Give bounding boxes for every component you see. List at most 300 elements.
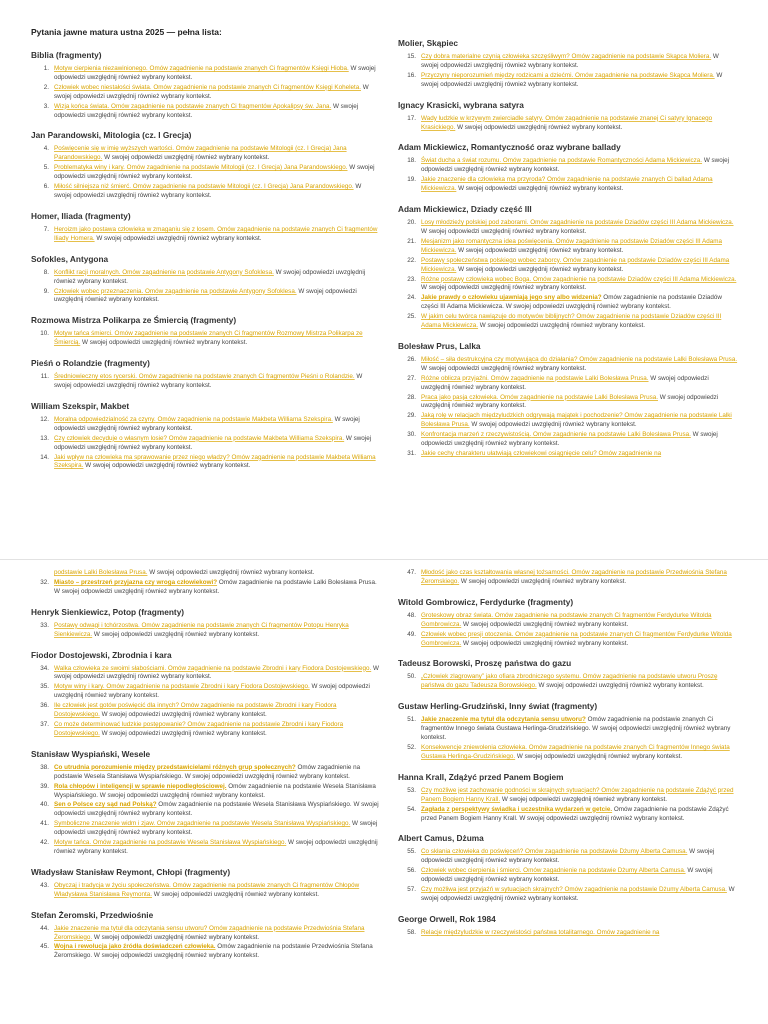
question-list xyxy=(398,716,738,762)
question-item xyxy=(31,820,379,838)
question-body xyxy=(54,435,379,453)
question-item xyxy=(398,716,738,743)
context-note: W swojej odpowiedzi uwzględnij również wybrany kontekst. xyxy=(85,462,251,470)
section-title: Fiodor Dostojewski, Zbrodnia i kara xyxy=(31,649,172,660)
question-body xyxy=(421,631,738,649)
question-list xyxy=(398,157,738,194)
question-list xyxy=(31,65,379,120)
question-number xyxy=(31,569,54,578)
question-number: 1. xyxy=(43,65,49,72)
question-reference: Omów zagadnienie na podstawie znanych Ci fragmentów Innego świata Gustawa Herlinga-Grudzińskiego. xyxy=(421,743,730,760)
question-body xyxy=(421,431,738,449)
question-link[interactable]: Czy dobra materialne czynią człowieka szczęśliwym? xyxy=(421,53,570,60)
question-list xyxy=(398,673,738,691)
context-note: W swojej odpowiedzi uwzględnij również wybrany kontekst. xyxy=(538,682,704,690)
question-link[interactable]: Człowiek wobec presji otoczenia. xyxy=(421,630,514,638)
question-body xyxy=(421,569,738,587)
question-body xyxy=(421,176,738,194)
document-page-2 xyxy=(0,560,768,1024)
question-reference: Omów zagadnienie na podstawie znanych Ci fragmentów Księgi Koheleta. xyxy=(151,83,361,91)
context-note: W swojej odpowiedzi uwzględnij również wybrany kontekst. xyxy=(54,268,366,285)
question-reference: Omów zagadnienie na podstawie Dziadów części III Adama Mickiewicza. xyxy=(421,294,722,311)
question-reference: Omów zagadnienie na podstawie Skąpca Moliera. xyxy=(569,53,712,60)
context-note: W swojej odpowiedzi uwzględnij również wybrany kontekst. xyxy=(54,102,359,119)
question-reference: Omów zagadnienie na podstawie Wesela Stanisława Wyspiańskiego. xyxy=(155,820,351,828)
question-item xyxy=(398,238,738,256)
question-reference: Omów zagadnienie na podstawie Dziadów części III Adama Mickiewicza. xyxy=(528,219,734,227)
context-note: W swojej odpowiedzi uwzględnij również wybrany kontekst. xyxy=(54,801,379,818)
book-section xyxy=(398,701,738,762)
question-reference: Omów zagadnienie na podstawie Wesela Stanisława Wyspiańskiego. xyxy=(156,801,352,809)
question-reference: Omów zagadnienie na podstawie Dziadów części III Adama Mickiewicza. xyxy=(531,275,737,283)
question-reference: Omów zagadnienie na podstawie Dziadów części III Adama Mickiewicza. xyxy=(421,256,730,273)
question-link[interactable]: Rola chłopów i inteligencji w sprawie niepodległościowej. xyxy=(54,782,227,790)
book-section xyxy=(398,341,738,459)
section-title: Bolesław Prus, Lalka xyxy=(398,340,481,351)
section-title: Tadeusz Borowski, Proszę państwa do gazu xyxy=(398,658,572,669)
question-reference: Omów zagadnienie na podstawie Antygony Sofoklesa. xyxy=(120,268,274,276)
context-note: W swojej odpowiedzi uwzględnij również wybrany kontekst. xyxy=(93,952,260,960)
question-body xyxy=(54,373,379,391)
page-2-left-column xyxy=(31,569,379,971)
question-link[interactable]: Jaką rolę w relacjach międzyludzkich odgrywają majątek i pochodzenie? xyxy=(421,412,623,420)
book-section xyxy=(31,130,379,200)
question-reference: Omów zagadnienie na podstawie Lalki Bolesława Prusa. xyxy=(531,431,691,439)
question-number: 17. xyxy=(407,114,416,122)
question-link[interactable]: Motyw cierpienia niezawinionego. xyxy=(54,65,148,72)
question-link[interactable]: Motyw winy i kary. xyxy=(54,683,105,691)
question-item xyxy=(398,806,738,824)
question-item xyxy=(398,53,738,71)
question-reference: Omów zagadnienie na podstawie Antygony Sofoklesa. xyxy=(143,287,297,295)
question-body xyxy=(54,622,379,640)
context-note: W swojej odpowiedzi uwzględnij również wybrany kontekst. xyxy=(463,639,629,647)
question-link[interactable]: Różne postawy człowieka wobec Boga. xyxy=(421,275,532,283)
book-section xyxy=(31,867,379,900)
question-item xyxy=(398,867,738,885)
context-note: W swojej odpowiedzi uwzględnij również wybrany kontekst. xyxy=(101,729,267,737)
question-item xyxy=(398,115,738,133)
question-number: 32. xyxy=(40,578,49,586)
question-item xyxy=(31,288,379,306)
question-body xyxy=(54,665,379,683)
question-reference: Omów zagadnienie na podstawie Dżumy Alberta Camusa. xyxy=(521,867,686,875)
section-title: Molier, Skąpiec xyxy=(398,38,458,48)
question-link[interactable]: Ile człowiek jest gotów poświęcić dla innych? xyxy=(54,702,179,710)
question-reference: Omów zagadnienie na podstawie znanych Ci fragmentów Ferdydurke Witolda Gombrowicza. xyxy=(421,611,712,628)
question-link[interactable]: Heroizm jako postawa człowieka w zmaganiu się z losem. xyxy=(54,225,216,233)
context-note: W swojej odpowiedzi uwzględnij również wybrany kontekst. xyxy=(421,374,709,391)
question-item xyxy=(31,145,379,163)
question-reference: Omów zagadnienie na podstawie Romantyczności Adama Mickiewicza. xyxy=(501,157,703,165)
context-note: W swojej odpowiedzi uwzględnij również wybrany kontekst. xyxy=(458,246,624,254)
question-list xyxy=(398,569,738,587)
question-reference: Omów zagadnienie na podstawie Zdążyć przed Panem Bogiem Hanny Krall. xyxy=(421,786,734,803)
question-link[interactable]: Konsekwencje zniewolenia człowieka. xyxy=(421,743,528,751)
question-link[interactable]: Czy możliwa jest przyjaźń w sytuacjach skrajnych? xyxy=(421,886,563,894)
question-reference: Omów zagadnienie na podstawie znanych Ci fragmentów Apokalipsy św. Jana. xyxy=(109,102,332,110)
question-number: 15. xyxy=(407,53,416,60)
question-body xyxy=(421,257,738,275)
context-note: W swojej odpowiedzi uwzględnij również wybrany kontekst. xyxy=(516,752,683,760)
question-link[interactable]: Miłość – siła destrukcyjna czy motywująca do działania? xyxy=(421,355,578,363)
context-note: W swojej odpowiedzi uwzględnij również wybrany kontekst. xyxy=(421,71,723,88)
question-list xyxy=(398,848,738,903)
book-section xyxy=(31,749,379,857)
question-link[interactable]: Jakie znaczenie ma tytuł dla odczytania sensu utworu? xyxy=(421,716,586,724)
question-link[interactable]: Wizja końca świata. xyxy=(54,102,110,110)
question-number: 48. xyxy=(407,611,416,619)
question-item xyxy=(31,702,379,720)
context-note: W swojej odpowiedzi uwzględnij również wybrany kontekst. xyxy=(421,725,731,742)
question-reference: Omów zagadnienie na podstawie Przedwiośnia Stefana Żeromskiego. xyxy=(54,924,365,941)
question-item xyxy=(398,612,738,630)
question-link[interactable]: Człowiek wobec niestałości świata. xyxy=(54,83,152,91)
question-item xyxy=(31,416,379,434)
section-title: Stanisław Wyspiański, Wesele xyxy=(31,748,151,759)
context-note: W swojej odpowiedzi uwzględnij również wybrany kontekst. xyxy=(184,772,350,780)
question-link[interactable]: Jakie cechy charakteru ułatwiają człowiekowi osiągnięcie celu? xyxy=(421,450,597,457)
question-link[interactable]: Co utrudnia porozumienie między przedstawicielami różnych grup społecznych? xyxy=(54,763,296,771)
document-title: Pytania jawne matura ustna 2025 — pełna lista: xyxy=(31,27,222,37)
context-note: W swojej odpowiedzi uwzględnij również wybrany kontekst. xyxy=(501,795,668,803)
question-body xyxy=(54,288,379,306)
question-item xyxy=(31,84,379,102)
question-item xyxy=(398,276,738,294)
question-list xyxy=(398,219,738,331)
question-list xyxy=(398,356,738,459)
context-note: W swojej odpowiedzi uwzględnij również wybrany kontekst. xyxy=(421,227,587,235)
book-section xyxy=(31,358,379,391)
question-reference: Omów zagadnienie na podstawie Dżumy Alberta Camusa. xyxy=(562,886,727,894)
question-item xyxy=(31,925,379,943)
question-number: 35. xyxy=(40,683,49,691)
section-title: Gustaw Herling-Grudziński, Inny świat (fragmenty) xyxy=(398,701,598,712)
context-note: W swojej odpowiedzi uwzględnij również wybrany kontekst. xyxy=(54,839,378,855)
question-body xyxy=(421,673,738,691)
question-reference: Omów zagadnienie na podstawie znanych Ci fragmentów Pieśni o Rolandzie. xyxy=(136,373,355,381)
question-number: 45. xyxy=(40,943,49,951)
context-note: W swojej odpowiedzi uwzględnij również wybrany kontekst. xyxy=(471,421,637,429)
question-number: 34. xyxy=(40,664,49,672)
question-link[interactable]: Miasto – przestrzeń przyjazna czy wroga człowiekowi? xyxy=(54,578,218,586)
context-note: W swojej odpowiedzi uwzględnij również wybrany kontekst. xyxy=(505,303,671,311)
question-link[interactable]: Jaki wpływ na człowieka ma sprawowanie przez niego władzy? xyxy=(54,453,230,461)
context-note: W swojej odpowiedzi uwzględnij również wybrany kontekst. xyxy=(99,791,265,799)
question-number: 9. xyxy=(43,287,49,295)
question-item xyxy=(31,764,379,782)
question-item xyxy=(398,313,738,331)
question-item xyxy=(31,665,379,683)
question-reference: Omów zagadnienie na podstawie znanych Ci fragmentów Rozmowy Mistrza Polikarpa ze Śmiercią. xyxy=(54,330,363,347)
question-body xyxy=(421,744,738,762)
question-reference: Omów zagadnienie na podstawie znanych Ci fragmentów Chłopów Władysława Stanisława Reymonta. xyxy=(54,881,360,898)
question-number: 57. xyxy=(407,886,416,894)
page-1-left-column xyxy=(31,27,379,481)
question-number: 53. xyxy=(407,786,416,794)
question-link[interactable]: Konfrontacja marzeń z rzeczywistością. xyxy=(421,431,532,439)
question-link[interactable]: Wojna i rewolucja jako źródła doświadczeń człowieka. xyxy=(54,943,216,951)
question-body xyxy=(54,84,379,102)
question-number: 54. xyxy=(407,805,416,813)
question-body xyxy=(421,886,738,904)
question-link[interactable]: Symboliczne znaczenie widm i zjaw. xyxy=(54,820,156,828)
question-body xyxy=(54,579,379,597)
question-reference: Omów zagadnienie na podstawie Dżumy Alberta Camusa. xyxy=(523,848,688,856)
book-section xyxy=(31,910,379,962)
question-link[interactable]: Walka człowieka ze swoimi słabościami. xyxy=(54,664,167,672)
page-2-right-column xyxy=(398,569,738,948)
question-number: 14. xyxy=(40,453,49,461)
question-reference: Omów zagadnienie na podstawie Makbeta Williama Szekspira. xyxy=(54,453,376,470)
book-section xyxy=(398,38,738,90)
question-number: 13. xyxy=(40,434,49,442)
context-note: W swojej odpowiedzi uwzględnij również wybrany kontekst. xyxy=(54,683,370,700)
question-body xyxy=(54,683,379,701)
question-reference: Omów zagadnienie na podstawie Mitologii (cz. I Grecja) Jana Parandowskiego. xyxy=(130,183,354,191)
question-body xyxy=(421,867,738,885)
question-link[interactable]: Co skłania człowieka do poświęceń? xyxy=(421,848,524,856)
question-link[interactable]: Motyw tańca. xyxy=(54,839,92,847)
book-section xyxy=(398,569,738,587)
question-body xyxy=(421,276,738,294)
question-item xyxy=(31,65,379,83)
question-body xyxy=(421,929,738,938)
question-number: 30. xyxy=(407,431,416,439)
question-link[interactable]: Czy człowiek decyduje o własnym losie? xyxy=(54,434,168,442)
section-title: Stefan Żeromski, Przedwiośnie xyxy=(31,909,154,920)
question-body xyxy=(54,65,379,83)
question-reference: Omów zagadnienie na podstawie znanych Ci fragmentów Ferdydurke Witolda Gombrowicza. xyxy=(421,630,732,647)
question-item xyxy=(31,454,379,472)
question-item xyxy=(398,176,738,194)
question-link[interactable]: Człowiek wobec przeznaczenia. xyxy=(54,287,144,295)
question-number: 12. xyxy=(40,415,49,423)
question-body xyxy=(54,783,379,801)
question-item xyxy=(31,164,379,182)
question-number: 52. xyxy=(407,743,416,751)
question-link[interactable]: Miłość silniejsza niż śmierć. xyxy=(54,183,131,191)
question-body xyxy=(54,454,379,472)
question-number: 50. xyxy=(407,673,416,681)
section-title: Henryk Sienkiewicz, Potop (fragmenty) xyxy=(31,606,185,617)
book-section xyxy=(31,650,379,739)
question-link[interactable]: Obyczaj i tradycja w życiu społeczeństwa. xyxy=(54,881,171,889)
question-item xyxy=(31,721,379,739)
question-item xyxy=(31,569,379,578)
context-note: W swojej odpowiedzi uwzględnij również wybrany kontekst. xyxy=(457,123,623,131)
question-list xyxy=(398,115,738,133)
question-item xyxy=(398,157,738,175)
question-number: 44. xyxy=(40,924,49,932)
question-body xyxy=(54,764,379,782)
question-link[interactable]: Zagłada z perspektywy świadka i uczestnika wydarzeń w getcie. xyxy=(421,805,613,813)
context-note: W swojej odpowiedzi uwzględnij również wybrany kontekst. xyxy=(54,373,363,390)
question-reference: Omów zagadnienie na podstawie Lalki Bolesława Prusa. xyxy=(421,412,732,429)
question-link[interactable]: Relacje międzyludzkie w rzeczywistości państwa totalitarnego. xyxy=(421,928,595,936)
question-item xyxy=(31,373,379,391)
question-link[interactable]: Moralna odpowiedzialność za czyny. xyxy=(54,415,156,423)
question-number: 40. xyxy=(40,801,49,809)
question-body xyxy=(54,820,379,838)
question-list xyxy=(31,665,379,739)
section-title: Rozmowa Mistrza Polikarpa ze Śmiercią (fragmenty) xyxy=(31,315,237,326)
question-reference: Omów zagadnienie na podstawie Wesela Stanisława Wyspiańskiego. xyxy=(54,782,376,799)
question-body xyxy=(54,702,379,720)
question-number: 38. xyxy=(40,763,49,771)
question-item xyxy=(398,257,738,275)
question-body xyxy=(421,806,738,824)
question-link[interactable]: Człowiek wobec cierpienia i śmierci. xyxy=(421,867,522,875)
question-link[interactable]: Mesjanizm jako romantyczna idea poświęcenia. xyxy=(421,237,554,245)
context-note: W swojej odpowiedzi uwzględnij również wybrany kontekst. xyxy=(421,431,718,448)
context-note: W swojej odpowiedzi uwzględnij również wybrany kontekst. xyxy=(458,265,624,273)
question-number: 6. xyxy=(43,183,49,191)
section-title: George Orwell, Rok 1984 xyxy=(398,913,496,924)
question-body xyxy=(421,716,738,743)
question-list xyxy=(31,373,379,391)
question-body xyxy=(54,416,379,434)
question-number: 20. xyxy=(407,219,416,227)
question-item xyxy=(398,631,738,649)
section-title: Adam Mickiewicz, Romantyczność oraz wybrane ballady xyxy=(398,142,621,153)
question-item xyxy=(398,848,738,866)
question-number: 47. xyxy=(407,569,416,576)
question-number: 7. xyxy=(43,225,49,233)
question-list xyxy=(31,925,379,962)
question-number: 4. xyxy=(43,145,49,153)
context-note: W swojej odpowiedzi uwzględnij również wybrany kontekst. xyxy=(54,83,369,100)
question-reference: Omów zagadnienie na podstawie Lalki Bolesława Prusa. xyxy=(488,374,649,382)
question-reference: Omów zagadnienie na podstawie Lalki Bolesława Prusa. xyxy=(217,578,377,586)
section-title: Pieśń o Rolandzie (fragmenty) xyxy=(31,358,150,369)
question-link[interactable]: Groteskowy obraz świata. xyxy=(421,611,494,619)
question-link[interactable]: Jakie znaczenie dla człowieka ma przyroda? xyxy=(421,176,546,184)
book-section xyxy=(31,401,379,471)
question-link[interactable]: Problematyka winy i kary. xyxy=(54,164,125,172)
question-item xyxy=(398,375,738,393)
book-section xyxy=(31,50,379,120)
question-link[interactable]: Co może determinować ludzkie postępowanie? xyxy=(54,720,186,728)
question-body xyxy=(54,943,379,961)
book-section xyxy=(31,315,379,348)
question-body xyxy=(54,801,379,819)
question-list xyxy=(31,226,379,244)
book-section xyxy=(398,658,738,691)
question-body xyxy=(54,164,379,182)
question-body xyxy=(421,157,738,175)
question-link[interactable]: Jakie prawdy o człowieku ujawniają jego sny albo widzenia? xyxy=(421,294,602,302)
question-body xyxy=(54,269,379,287)
question-link[interactable]: Losy młodzieży polskiej pod zaborami. xyxy=(421,219,529,227)
question-item xyxy=(31,783,379,801)
question-link[interactable]: Różne oblicza przyjaźni. xyxy=(421,374,489,382)
context-note: W swojej odpowiedzi uwzględnij również wybrany kontekst. xyxy=(479,322,645,330)
book-section xyxy=(398,833,738,903)
question-link[interactable]: Motyw tańca śmierci. xyxy=(54,330,113,338)
context-note: W swojej odpowiedzi uwzględnij również wybrany kontekst. xyxy=(54,164,375,181)
context-note: W swojej odpowiedzi uwzględnij również wybrany kontekst. xyxy=(93,630,260,638)
context-note: W swojej odpowiedzi uwzględnij również wybrany kontekst. xyxy=(153,890,319,898)
question-reference: Omów zagadnienie na podstawie Dziadów części III Adama Mickiewicza. xyxy=(421,237,723,254)
question-link[interactable]: „Człowiek zlagrowany” jako ofiara zbrodniczego systemu. xyxy=(421,673,581,681)
section-title: Władysław Stanisław Reymont, Chłopi (fragmenty) xyxy=(31,866,231,877)
question-list xyxy=(31,882,379,900)
context-note: W swojej odpowiedzi uwzględnij również wybrany kontekst. xyxy=(54,287,357,304)
question-link[interactable]: Świat ducha a świat rozumu. xyxy=(421,157,502,165)
context-note: W swojej odpowiedzi uwzględnij również wybrany kontekst. xyxy=(54,183,362,199)
book-section xyxy=(31,211,379,244)
question-reference: Omów zagadnienie na podstawie Skąpca Moliera. xyxy=(573,71,715,79)
question-number: 21. xyxy=(407,237,416,245)
question-reference: Omów zagadnienie na podstawie Mitologii (cz. I Grecja) Jana Parandowskiego. xyxy=(124,164,348,172)
question-list xyxy=(31,145,379,200)
question-link[interactable]: Sen o Polsce czy sąd nad Polską? xyxy=(54,801,157,809)
question-link[interactable]: Praca jako pasja człowieka. xyxy=(421,393,499,401)
question-link[interactable]: Postawy społeczeństwa polskiego wobec zaborcy. xyxy=(421,256,562,264)
question-body xyxy=(54,721,379,739)
section-title: Sofokles, Antygona xyxy=(31,253,109,264)
context-note: W swojej odpowiedzi uwzględnij również wybrany kontekst. xyxy=(421,886,735,902)
question-number: 26. xyxy=(407,355,416,363)
question-number: 55. xyxy=(407,848,416,856)
context-note: W swojej odpowiedzi uwzględnij również wybrany kontekst. xyxy=(54,65,376,81)
context-note: W swojej odpowiedzi uwzględnij również wybrany kontekst. xyxy=(421,393,719,410)
question-number: 25. xyxy=(407,313,416,321)
question-body xyxy=(54,330,379,348)
question-reference: Omów zagadnienie na podstawie Wesela Stanisława Wyspiańskiego. xyxy=(54,763,361,780)
question-link[interactable]: Konflikt racji moralnych. xyxy=(54,268,121,276)
question-reference: podstawie Lalki Bolesława Prusa. xyxy=(54,569,148,576)
question-link[interactable]: Młodość jako czas kształtowania własnej tożsamości. xyxy=(421,569,570,576)
question-link[interactable]: W jakim celu twórca nawiązuje do motywów biblijnych? xyxy=(421,313,575,321)
question-body xyxy=(421,450,738,459)
question-item xyxy=(398,356,738,374)
question-link[interactable]: Przyczyny nieporozumień między rodzicami a dziećmi. xyxy=(421,71,574,79)
question-item xyxy=(31,226,379,244)
question-item xyxy=(31,269,379,287)
question-link[interactable]: Postawy odwagi i tchórzostwa. xyxy=(54,621,140,629)
question-body xyxy=(54,839,379,857)
question-link[interactable]: Wady ludzkie w krzywym zwierciadle satyry. xyxy=(421,114,544,122)
question-item xyxy=(398,673,738,691)
question-number: 51. xyxy=(407,716,416,724)
question-link[interactable]: Średniowieczny etos rycerski. xyxy=(54,373,137,381)
question-reference: Omów zagadnienie na podstawie znanych Ci fragmentów Księgi Hioba. xyxy=(147,65,349,72)
question-item xyxy=(398,412,738,430)
question-reference: Omów zagadnienie na podstawie Zbrodni i kary Fiodora Dostojewskiego. xyxy=(166,664,372,672)
question-reference: Omów zagadnienie na podstawie Lalki Bolesława Prusa. xyxy=(498,393,658,401)
question-reference: Omów zagadnienie na podstawie Zdążyć przed Panem Bogiem Hanny Krall. xyxy=(421,805,729,822)
question-item xyxy=(31,882,379,900)
question-number: 43. xyxy=(40,881,49,889)
question-item xyxy=(398,929,738,938)
question-body xyxy=(421,238,738,256)
question-number: 22. xyxy=(407,256,416,264)
context-note: W swojej odpowiedzi uwzględnij również wybrany kontekst. xyxy=(463,620,629,628)
question-link[interactable]: Jakie znaczenie ma tytuł dla odczytania sensu utworu? xyxy=(54,924,208,932)
question-reference: Omów zagadnienie na podstawie znanych Ci ballad Adama Mickiewicza. xyxy=(421,176,713,193)
context-note: W swojej odpowiedzi uwzględnij również wybrany kontekst. xyxy=(54,434,372,451)
question-link[interactable]: Poświęcenie się w imię wyższych wartości. xyxy=(54,145,175,153)
question-number: 19. xyxy=(407,176,416,184)
question-reference: Omów zagadnienie na podstawie utworu Proszę państwa do gazu Tadeusza Borowskiego. xyxy=(421,673,718,690)
question-body xyxy=(54,183,379,201)
question-link[interactable]: Czy możliwe jest zachowanie godności w skrajnych sytuacjach? xyxy=(421,786,600,794)
question-number: 49. xyxy=(407,630,416,638)
question-item xyxy=(398,569,738,587)
context-note: W swojej odpowiedzi uwzględnij również wybrany kontekst. xyxy=(519,814,685,822)
